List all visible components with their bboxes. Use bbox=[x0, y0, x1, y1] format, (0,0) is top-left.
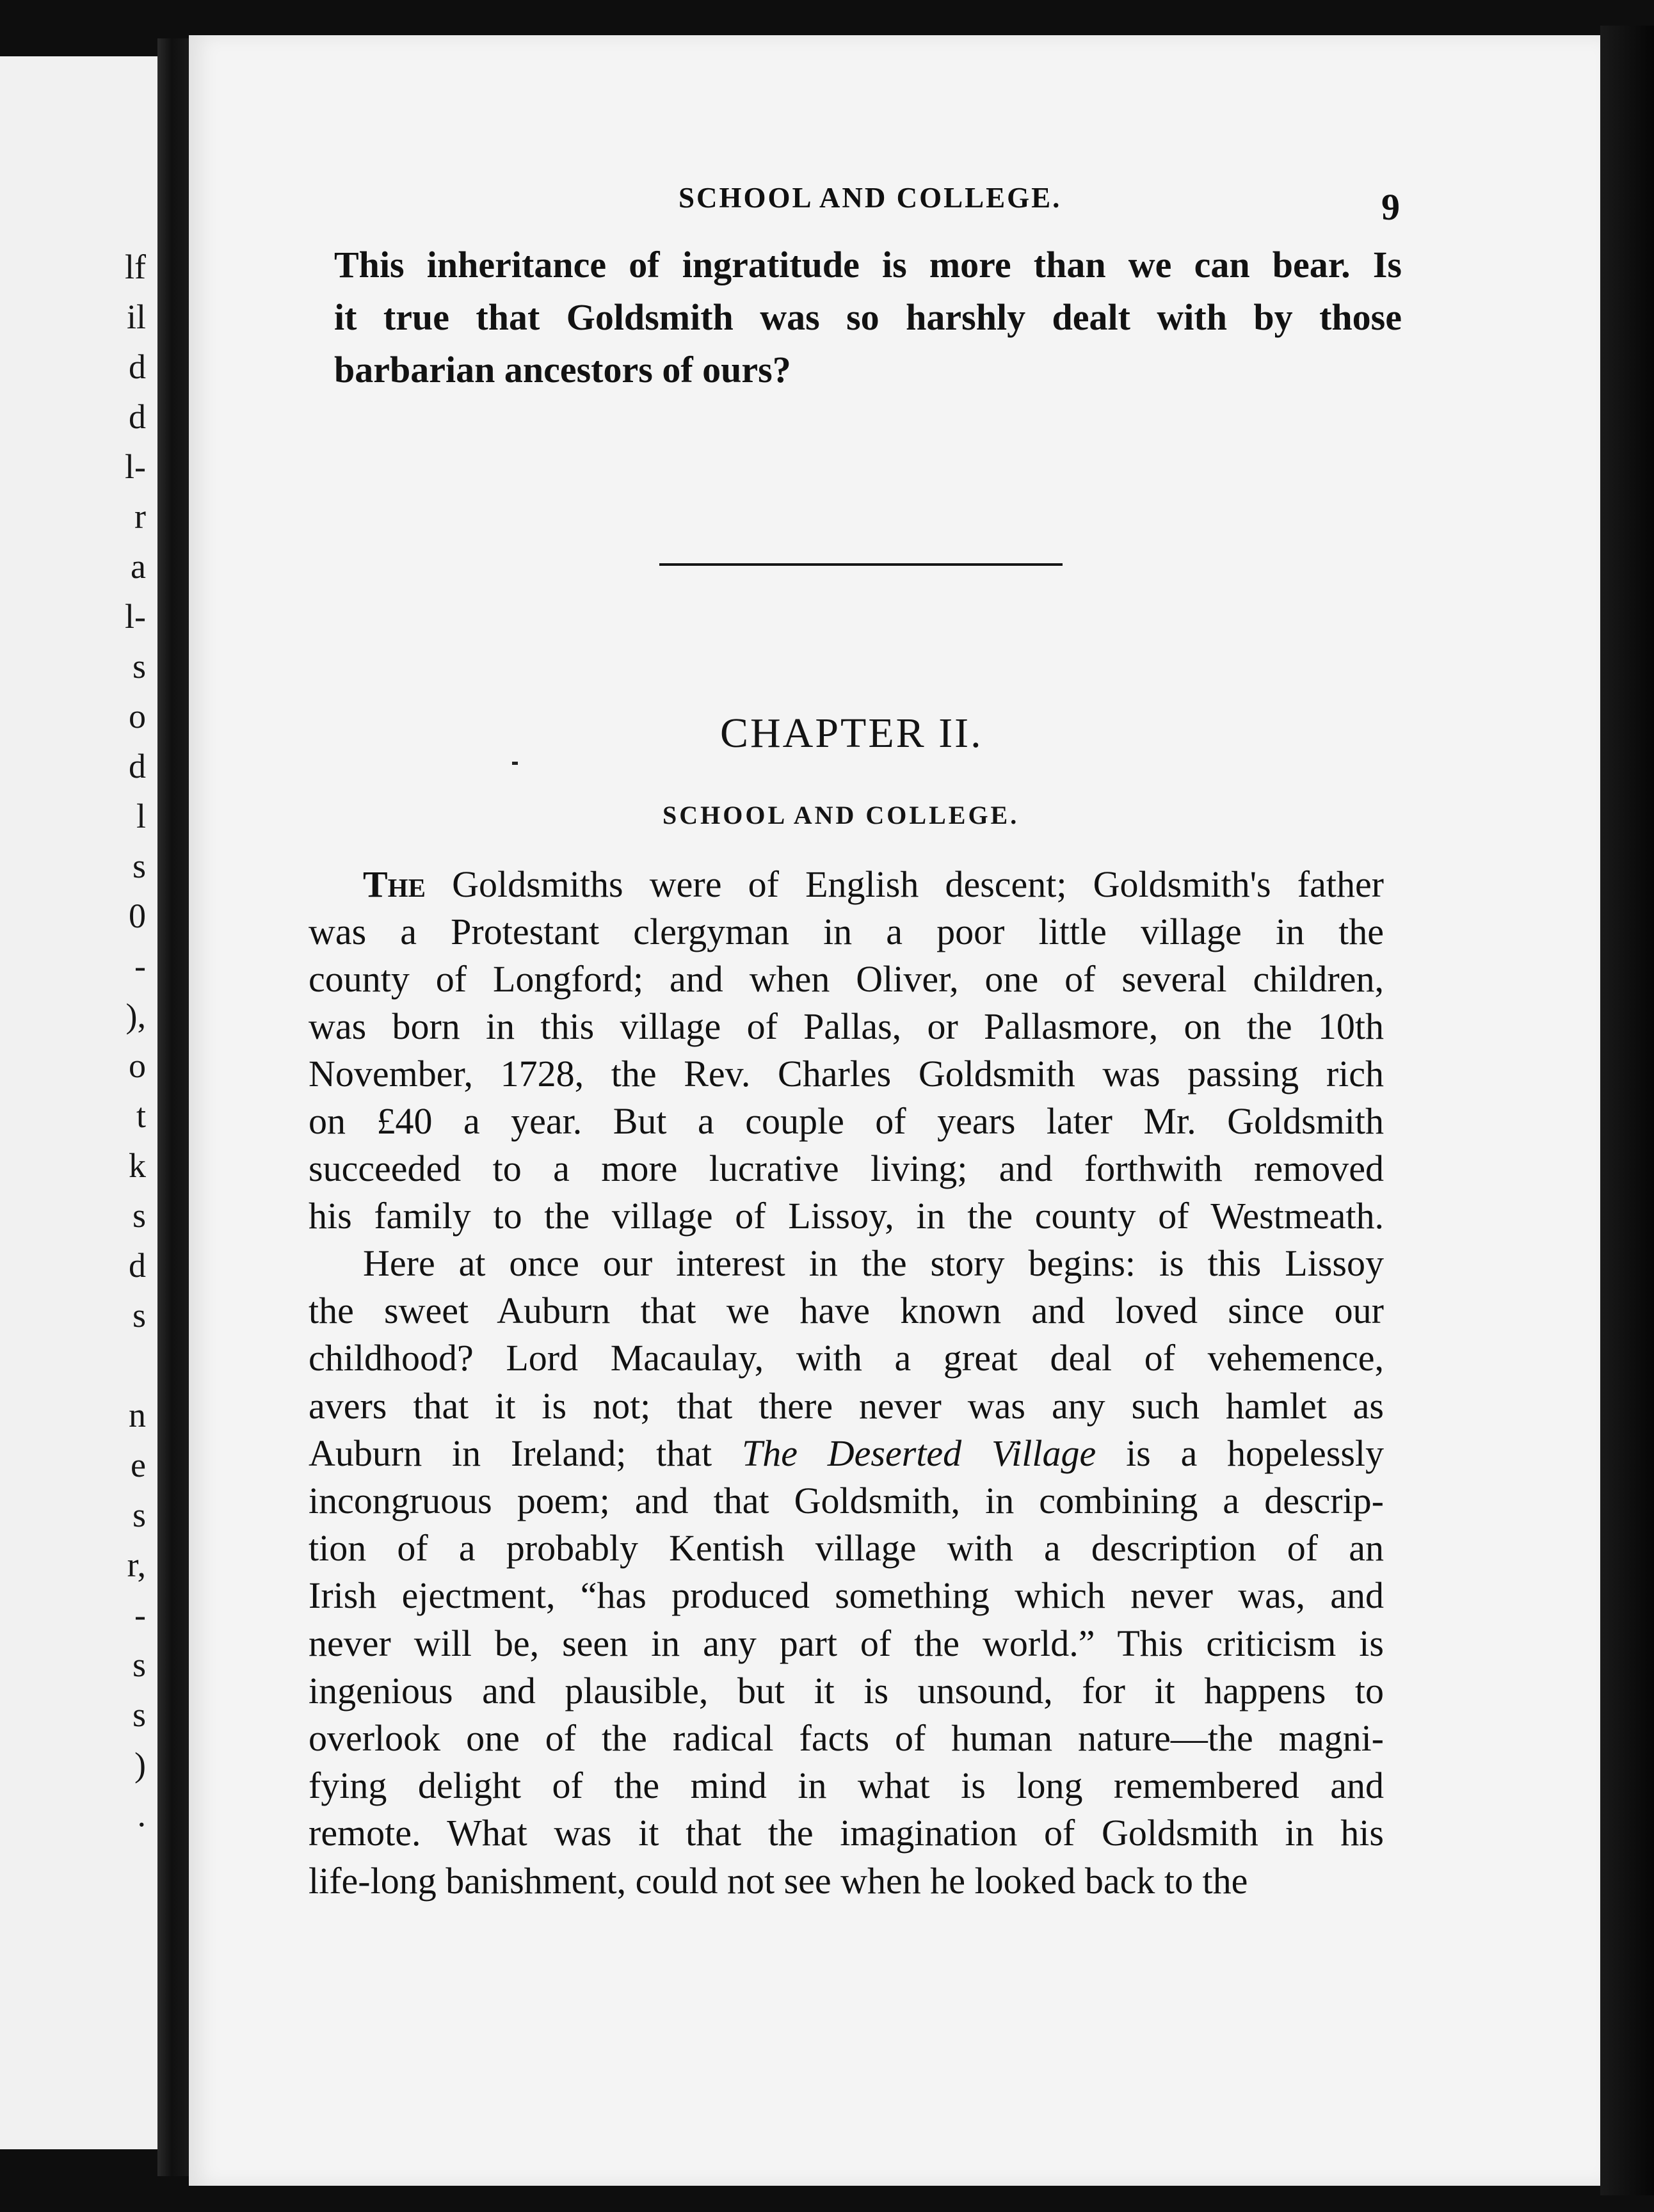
paragraph-line: overlook one of the radical facts of human nature—the magni- bbox=[309, 1717, 1384, 1759]
facing-page-fragment: ), bbox=[125, 997, 146, 1035]
paragraph-line: life-long banishment, could not see when he looked back to the bbox=[309, 1859, 1248, 1902]
facing-page-fragment: - bbox=[134, 1596, 146, 1634]
paragraph-line-text: Auburn in Ireland; that bbox=[309, 1432, 712, 1474]
facing-page-fragment: l- bbox=[125, 447, 146, 486]
facing-page-fragment: d bbox=[129, 1246, 146, 1285]
facing-page-fragment: r, bbox=[127, 1546, 146, 1584]
paragraph-line: November, 1728, the Rev. Charles Goldsmith was passing rich bbox=[309, 1053, 1384, 1094]
work-title: The Deserted Village bbox=[741, 1432, 1096, 1474]
paragraph-line: succeeded to a more lucrative living; and forthwith removed bbox=[309, 1148, 1384, 1189]
intro-line: barbarian ancestors of ours? bbox=[334, 349, 791, 390]
paragraph-line: the sweet Auburn that we have known and loved since our bbox=[309, 1290, 1384, 1332]
paragraph-line: county of Longford; and when Oliver, one of several children, bbox=[309, 958, 1384, 1000]
book-gutter bbox=[157, 38, 193, 2176]
paragraph-line-text: Goldsmiths were of English descent; Goldsmith's father bbox=[452, 863, 1384, 905]
scan-right-border bbox=[1600, 26, 1654, 2195]
facing-page-fragment: a bbox=[131, 547, 146, 586]
page-number: 9 bbox=[1381, 186, 1400, 228]
facing-page-fragment: n bbox=[129, 1396, 146, 1434]
paragraph-line: fying delight of the mind in what is long remembered and bbox=[309, 1765, 1384, 1807]
facing-page-fragment: - bbox=[134, 947, 146, 985]
paragraph-line: incongruous poem; and that Goldsmith, in combining a descrip- bbox=[309, 1480, 1384, 1522]
paragraph-1 bbox=[309, 861, 1384, 1240]
intro-line: This inheritance of ingratitude is more than we can bear. Is bbox=[334, 244, 1402, 285]
facing-page-fragment: 0 bbox=[129, 897, 146, 935]
paragraph-line: Here at once our interest in the story begins: is this Lissoy bbox=[363, 1242, 1384, 1284]
facing-page-fragment: l- bbox=[125, 597, 146, 636]
facing-page-fragment: k bbox=[129, 1146, 146, 1185]
facing-page-fragment: il bbox=[126, 298, 146, 336]
facing-page-fragment: e bbox=[131, 1446, 146, 1484]
facing-page-fragment: l bbox=[136, 797, 146, 835]
facing-page-fragment: d bbox=[129, 348, 146, 386]
facing-page-fragment: s bbox=[132, 1196, 146, 1235]
facing-page-fragment: d bbox=[129, 397, 146, 436]
chapter-title: CHAPTER II. bbox=[720, 710, 983, 757]
paragraph-line: was born in this village of Pallas, or Pallasmore, on the 10th bbox=[309, 1006, 1384, 1047]
facing-page-fragment: lf bbox=[125, 248, 146, 286]
paragraph-line: on £40 a year. But a couple of years later Mr. Goldsmith bbox=[309, 1100, 1384, 1142]
facing-page-fragment: s bbox=[132, 647, 146, 685]
scan-speck bbox=[512, 762, 518, 765]
facing-page-fragment: t bbox=[136, 1096, 146, 1135]
paragraph-line bbox=[309, 1430, 1384, 1477]
paragraph-line: never will be, seen in any part of the world.” This criticism is bbox=[309, 1622, 1384, 1664]
paragraph-line: ingenious and plausible, but it is unsound, for it happens to bbox=[309, 1669, 1384, 1711]
facing-page-fragment: s bbox=[132, 1496, 146, 1534]
chapter-body bbox=[309, 861, 1384, 1905]
drop-lead-word: The bbox=[363, 863, 426, 905]
paragraph-line: his family to the village of Lissoy, in the county of Westmeath. bbox=[309, 1195, 1384, 1237]
intro-paragraph bbox=[334, 239, 1402, 396]
facing-page-fragment: . bbox=[137, 1795, 146, 1834]
paragraph-line: remote. What was it that the imagination of Goldsmith in his bbox=[309, 1812, 1384, 1854]
facing-page-fragment: o bbox=[129, 697, 146, 735]
facing-page-fragment: s bbox=[132, 1646, 146, 1684]
facing-page-fragments bbox=[69, 242, 146, 1839]
paragraph-line: avers that it is not; that there never was any such hamlet as bbox=[309, 1384, 1384, 1427]
paragraph-line: was a Protestant clergyman in a poor little village in the bbox=[309, 911, 1384, 952]
intro-line: it true that Goldsmith was so harshly dealt with by those bbox=[334, 296, 1402, 338]
paragraph-line: childhood? Lord Macaulay, with a great deal of vehemence, bbox=[309, 1337, 1384, 1379]
facing-page-fragment: s bbox=[132, 847, 146, 885]
paragraph-line: Irish ejectment, “has produced something which never was, and bbox=[309, 1575, 1384, 1617]
facing-page-fragment: r bbox=[134, 497, 146, 536]
chapter-subtitle: SCHOOL AND COLLEGE. bbox=[662, 801, 1020, 830]
paragraph-line: tion of a probably Kentish village with a description of an bbox=[309, 1527, 1384, 1569]
facing-page-fragment: o bbox=[129, 1046, 146, 1085]
facing-page-left bbox=[0, 56, 161, 2149]
section-rule bbox=[659, 563, 1063, 566]
facing-page-fragment: s bbox=[132, 1695, 146, 1734]
facing-page-fragment: d bbox=[129, 747, 146, 785]
paragraph-2 bbox=[309, 1240, 1384, 1905]
facing-page-fragment bbox=[69, 1340, 146, 1390]
running-head: SCHOOL AND COLLEGE. bbox=[678, 182, 1062, 214]
paragraph-line bbox=[309, 861, 1384, 908]
facing-page-fragment: s bbox=[132, 1296, 146, 1334]
paragraph-line-text: is a hopelessly bbox=[1126, 1432, 1385, 1474]
facing-page-fragment: ) bbox=[134, 1745, 146, 1784]
